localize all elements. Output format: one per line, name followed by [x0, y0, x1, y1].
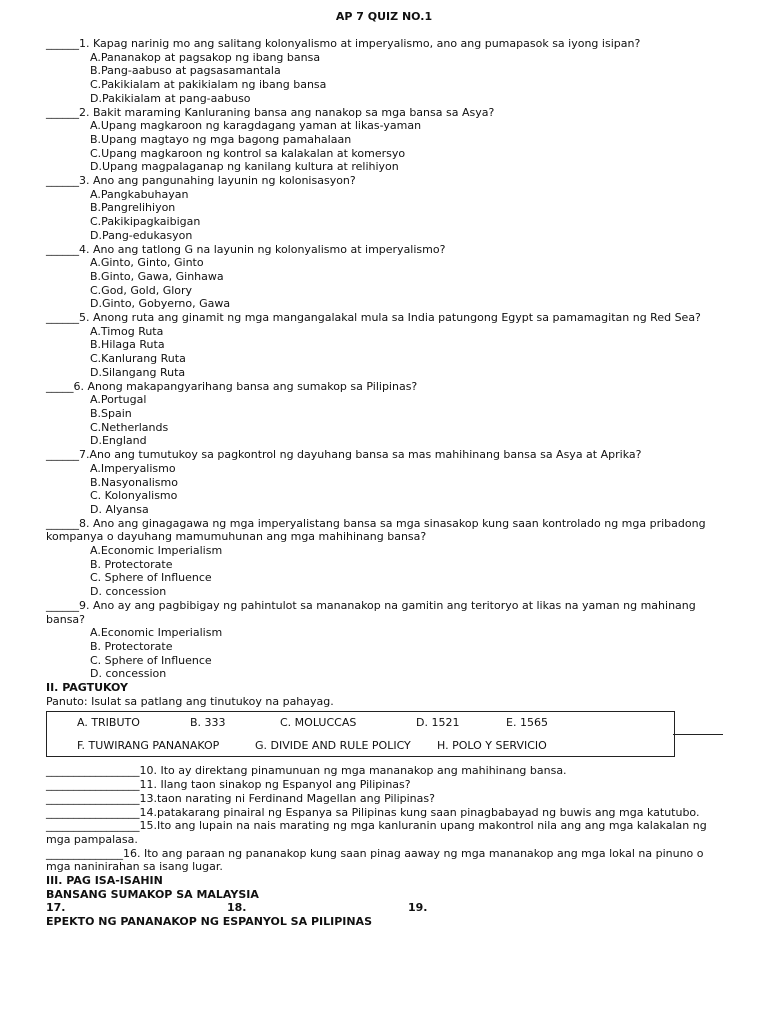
item-16: ______________16. Ito ang paraan ng pananakop kung saan pinag aaway ng mga mananakop ang mga lokal na pinuno o mga naninirahan sa isang lugar.	[46, 846, 704, 874]
question-6-option-a: A.Portugal	[90, 393, 147, 407]
box-extension-line	[673, 734, 723, 735]
section-2-heading: II. PAGTUKOY	[46, 681, 128, 695]
choice-e: E. 1565	[506, 716, 548, 730]
choices-row-1	[47, 716, 674, 730]
answer-17: 17.	[46, 901, 66, 915]
question-9-option-d: D. concession	[90, 667, 167, 681]
question-8-stem: ______8. Ano ang ginagagawa ng mga imperyalistang bansa sa mga sinasakop kung saan kontrolado ng mga pribadong kompanya o dayuhang mamumuhunan ang mga mahihinang bansa?	[46, 516, 706, 544]
question-5-stem: ______5. Anong ruta ang ginamit ng mga mangangalakal mula sa India patungong Egypt sa pamamagitan ng Red Sea?	[46, 311, 701, 325]
question-7-option-d: D. Alyansa	[90, 502, 149, 516]
question-5-option-c: C.Kanlurang Ruta	[90, 352, 186, 366]
question-1-option-d: D.Pakikialam at pang-aabuso	[90, 91, 251, 105]
question-2-option-d: D.Upang magpalaganap ng kanilang kultura at relihiyon	[90, 160, 399, 174]
choice-a: A. TRIBUTO	[77, 716, 140, 730]
answer-numbers	[46, 901, 726, 915]
question-8-option-b: B. Protectorate	[90, 557, 173, 571]
question-6-stem: _____6. Anong makapangyarihang bansa ang sumakop sa Pilipinas?	[46, 379, 418, 393]
section-2-instruction: Panuto: Isulat sa patlang ang tinutukoy na pahayag.	[46, 694, 334, 708]
choices-box	[46, 711, 675, 757]
question-3-option-c: C.Pakikipagkaibigan	[90, 215, 201, 229]
question-7-option-c: C. Kolonyalismo	[90, 489, 178, 503]
item-11: _________________11. Ilang taon sinakop ng Espanyol ang Pilipinas?	[46, 778, 411, 792]
question-1-option-a: A.Pananakop at pagsakop ng ibang bansa	[90, 50, 321, 64]
question-3-option-b: B.Pangrelihiyon	[90, 201, 176, 215]
choice-g: G. DIVIDE AND RULE POLICY	[255, 739, 411, 753]
question-5-option-a: A.Timog Ruta	[90, 324, 164, 338]
question-2-option-a: A.Upang magkaroon ng karagdagang yaman at likas-yaman	[90, 119, 422, 133]
question-3-option-d: D.Pang-edukasyon	[90, 228, 193, 242]
question-9-option-c: C. Sphere of Influence	[90, 653, 212, 667]
answer-19: 19.	[408, 901, 428, 915]
item-13: _________________13.taon narating ni Ferdinand Magellan ang Pilipinas?	[46, 791, 435, 805]
question-8-option-a: A.Economic Imperialism	[90, 544, 223, 558]
question-9-option-a: A.Economic Imperialism	[90, 626, 223, 640]
choices-row-2	[47, 739, 674, 753]
section-3-heading: III. PAG ISA-ISAHIN	[46, 874, 163, 888]
question-6-option-d: D.England	[90, 434, 147, 448]
item-15: _________________15.Ito ang lupain na nais marating ng mga kanluranin upang makontrol nila ang ang mga kalakalan ng mga pampalasa.	[46, 819, 707, 846]
item-10: _________________10. Ito ay direktang pinamunuan ng mga mananakop ang mahihinang bansa.	[46, 764, 567, 778]
question-2-option-b: B.Upang magtayo ng mga bagong pamahalaan	[90, 132, 352, 146]
question-8-option-d: D. concession	[90, 585, 167, 599]
question-2-option-c: C.Upang magkaroon ng kontrol sa kalakalan at komersyo	[90, 146, 406, 160]
question-4-option-c: C.God, Gold, Glory	[90, 283, 193, 297]
choice-h: H. POLO Y SERVICIO	[437, 739, 547, 753]
question-7-stem: ______7.Ano ang tumutukoy sa pagkontrol ng dayuhang bansa sa mas mahihinang bansa sa Asya at Aprika?	[46, 448, 642, 462]
question-5-option-b: B.Hilaga Ruta	[90, 338, 165, 352]
question-2-stem: ______2. Bakit maraming Kanluraning bansa ang nanakop sa mga bansa sa Asya?	[46, 105, 495, 119]
choice-d: D. 1521	[416, 716, 460, 730]
page-title: AP 7 QUIZ NO.1	[335, 10, 433, 23]
question-9-stem: ______9. Ano ay ang pagbibigay ng pahintulot sa mananakop na gamitin ang teritoryo at likas na yaman ng mahinang bansa?	[46, 598, 696, 626]
question-4-option-b: B.Ginto, Gawa, Ginhawa	[90, 269, 224, 283]
question-4-option-d: D.Ginto, Gobyerno, Gawa	[90, 297, 231, 311]
question-1-stem: ______1. Kapag narinig mo ang salitang kolonyalismo at imperyalismo, ano ang pumapasok sa iyong isipan?	[46, 37, 641, 50]
question-4-stem: ______4. Ano ang tatlong G na layunin ng kolonyalismo at imperyalismo?	[46, 242, 446, 256]
question-8-option-c: C. Sphere of Influence	[90, 571, 212, 585]
section-3-sub-1: BANSANG SUMAKOP SA MALAYSIA	[46, 887, 259, 901]
question-3-stem: ______3. Ano ang pangunahing layunin ng kolonisasyon?	[46, 174, 356, 188]
question-7-option-b: B.Nasyonalismo	[90, 475, 178, 489]
question-6-option-c: C.Netherlands	[90, 420, 169, 434]
question-1-option-b: B.Pang-aabuso at pagsasamantala	[90, 64, 281, 78]
question-5-option-d: D.Silangang Ruta	[90, 365, 186, 379]
question-3-option-a: A.Pangkabuhayan	[90, 187, 189, 201]
question-9-option-b: B. Protectorate	[90, 639, 173, 653]
choice-c: C. MOLUCCAS	[280, 716, 357, 730]
section-3-sub-2: EPEKTO NG PANANAKOP NG ESPANYOL SA PILIPINAS	[46, 915, 372, 929]
question-4-option-a: A.Ginto, Ginto, Ginto	[90, 256, 204, 270]
answer-18: 18.	[227, 901, 247, 915]
quiz-content	[46, 37, 726, 929]
multiple-choice-section	[46, 37, 726, 681]
item-14: _________________14.patakarang pinairal ng Espanya sa Pilipinas kung saan pinagbabayad ng buwis ang mga katutubo.	[46, 805, 700, 819]
choice-b: B. 333	[190, 716, 226, 730]
question-1-option-c: C.Pakikialam at pakikialam ng ibang bansa	[90, 78, 327, 92]
question-7-option-a: A.Imperyalismo	[90, 461, 176, 475]
choice-f: F. TUWIRANG PANANAKOP	[77, 739, 220, 753]
question-6-option-b: B.Spain	[90, 406, 132, 420]
